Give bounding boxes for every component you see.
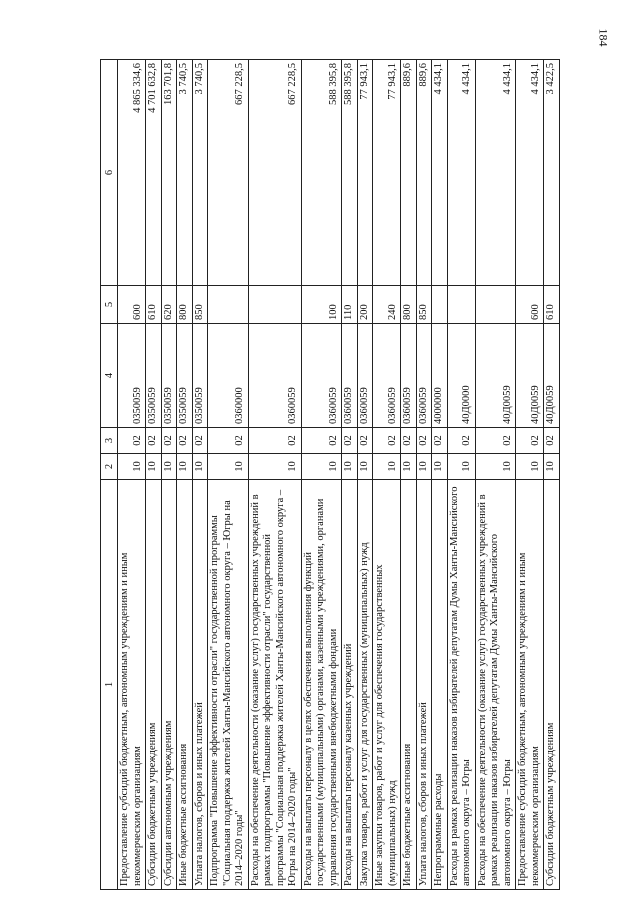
cell-csr: 0360059 — [301, 324, 342, 428]
table-row — [301, 60, 342, 890]
cell-sub: 02 — [516, 428, 544, 454]
table-row — [447, 60, 475, 890]
cell-name: Иные бюджетные ассигнования — [177, 480, 193, 890]
cell-amt: 4 434,1 — [516, 60, 544, 286]
cell-name: Расходы на выплаты персоналу в целях обеспечения выполнения функций государственными (муниципальными) органами, казенными учреждениями, органами управления государственными внебюджетными фондами — [301, 480, 342, 890]
cell-sec: 10 — [401, 454, 417, 480]
table-row — [516, 60, 544, 890]
cell-sec: 10 — [447, 454, 475, 480]
cell-name: Подпрограмма "Повышение эффективности отрасли" государственной программы "Социальная поддержка жителей Ханты-Мансийского автономного округа – Югры на 2014–2020 годы" — [208, 480, 249, 890]
col-header-2: 2 — [101, 454, 118, 480]
cell-sub: 02 — [373, 428, 401, 454]
cell-amt: 4 865 334,6 — [118, 60, 146, 286]
cell-csr: 40Д0059 — [516, 324, 544, 428]
cell-sub: 02 — [544, 428, 560, 454]
cell-sec: 10 — [161, 454, 177, 480]
cell-sub: 02 — [208, 428, 249, 454]
cell-csr: 0360059 — [401, 324, 417, 428]
cell-sub: 02 — [248, 428, 301, 454]
cell-csr: 0360059 — [248, 324, 301, 428]
table-row — [161, 60, 177, 890]
cell-name: Субсидии бюджетным учреждениям — [146, 480, 162, 890]
cell-amt: 4 434,1 — [432, 60, 448, 286]
cell-sec: 10 — [301, 454, 342, 480]
cell-name: Уплата налогов, сборов и иных платежей — [416, 480, 432, 890]
cell-csr: 40Д0059 — [475, 324, 516, 428]
cell-sub: 02 — [416, 428, 432, 454]
cell-amt: 3 740,5 — [177, 60, 193, 286]
cell-sub: 02 — [342, 428, 358, 454]
table-row — [432, 60, 448, 890]
cell-sec: 10 — [342, 454, 358, 480]
cell-sub: 02 — [432, 428, 448, 454]
rotated-page — [100, 60, 600, 890]
cell-sec: 10 — [208, 454, 249, 480]
table-row — [177, 60, 193, 890]
cell-amt: 889,6 — [401, 60, 417, 286]
cell-sec: 10 — [146, 454, 162, 480]
cell-csr: 0360059 — [357, 324, 373, 428]
cell-sub: 02 — [301, 428, 342, 454]
table-row — [248, 60, 301, 890]
cell-name: Иные закупки товаров, работ и услуг для обеспечения государственных (муниципальных) нужд — [373, 480, 401, 890]
table-row — [544, 60, 560, 890]
table-row — [373, 60, 401, 890]
table-row — [401, 60, 417, 890]
cell-csr: 0360000 — [208, 324, 249, 428]
cell-sec: 10 — [248, 454, 301, 480]
cell-amt: 77 943,1 — [357, 60, 373, 286]
cell-vr: 600 — [118, 286, 146, 324]
cell-name: Расходы в рамках реализации наказов избирателей депутатам Думы Ханты-Мансийского автономного округа – Югры — [447, 480, 475, 890]
cell-sec: 10 — [373, 454, 401, 480]
cell-vr: 110 — [342, 286, 358, 324]
cell-amt: 3 740,5 — [192, 60, 208, 286]
cell-sec: 10 — [192, 454, 208, 480]
cell-vr — [208, 286, 249, 324]
cell-name: Непрограммные расходы — [432, 480, 448, 890]
cell-name: Расходы на выплаты персоналу казенных учреждений — [342, 480, 358, 890]
cell-sub: 02 — [357, 428, 373, 454]
cell-csr: 40Д0000 — [447, 324, 475, 428]
cell-name: Предоставление субсидий бюджетным, автономным учреждениям и иным некоммерческим организациям — [118, 480, 146, 890]
cell-name: Уплата налогов, сборов и иных платежей — [192, 480, 208, 890]
table-row — [192, 60, 208, 890]
table-row — [342, 60, 358, 890]
cell-amt: 667 228,5 — [248, 60, 301, 286]
cell-vr — [475, 286, 516, 324]
cell-csr: 0350059 — [146, 324, 162, 428]
cell-sub: 02 — [401, 428, 417, 454]
cell-amt: 889,6 — [416, 60, 432, 286]
cell-csr: 0350059 — [177, 324, 193, 428]
col-header-6: 6 — [101, 60, 118, 286]
table-row — [118, 60, 146, 890]
cell-amt: 3 422,5 — [544, 60, 560, 286]
col-header-3: 3 — [101, 428, 118, 454]
cell-vr: 200 — [357, 286, 373, 324]
cell-csr: 0350059 — [118, 324, 146, 428]
cell-vr: 610 — [146, 286, 162, 324]
cell-vr — [432, 286, 448, 324]
table-row — [146, 60, 162, 890]
table-row — [475, 60, 516, 890]
cell-amt: 77 943,1 — [373, 60, 401, 286]
cell-csr: 0360059 — [373, 324, 401, 428]
cell-amt: 163 701,8 — [161, 60, 177, 286]
cell-csr: 4000000 — [432, 324, 448, 428]
cell-name: Иные бюджетные ассигнования — [401, 480, 417, 890]
cell-name: Расходы на обеспечение деятельности (оказание услуг) государственных учреждений в рамках реализации наказов избирателей депутатам Думы Ханты-Мансийского автономного округа – Югры — [475, 480, 516, 890]
cell-vr: 240 — [373, 286, 401, 324]
cell-csr: 0350059 — [192, 324, 208, 428]
cell-name: Закупка товаров, работ и услуг для государственных (муниципальных) нужд — [357, 480, 373, 890]
table-row — [416, 60, 432, 890]
cell-vr — [248, 286, 301, 324]
col-header-4: 4 — [101, 324, 118, 428]
cell-sec: 10 — [544, 454, 560, 480]
cell-name: Субсидии бюджетным учреждениям — [544, 480, 560, 890]
cell-sec: 10 — [475, 454, 516, 480]
cell-sub: 02 — [447, 428, 475, 454]
cell-amt: 4 434,1 — [447, 60, 475, 286]
cell-vr: 850 — [192, 286, 208, 324]
table-body — [118, 60, 560, 890]
cell-sec: 10 — [432, 454, 448, 480]
col-header-1: 1 — [101, 480, 118, 890]
cell-amt: 4 701 632,8 — [146, 60, 162, 286]
cell-csr: 0350059 — [161, 324, 177, 428]
table-row — [208, 60, 249, 890]
cell-name: Предоставление субсидий бюджетным, автономным учреждениям и иным некоммерческим организациям — [516, 480, 544, 890]
cell-sub: 02 — [192, 428, 208, 454]
cell-vr: 620 — [161, 286, 177, 324]
table-row — [357, 60, 373, 890]
cell-vr: 850 — [416, 286, 432, 324]
cell-name: Субсидии автономным учреждениям — [161, 480, 177, 890]
cell-amt: 4 434,1 — [475, 60, 516, 286]
cell-vr — [447, 286, 475, 324]
budget-table — [100, 59, 560, 890]
cell-amt: 667 228,5 — [208, 60, 249, 286]
cell-csr: 40Д0059 — [544, 324, 560, 428]
cell-sec: 10 — [177, 454, 193, 480]
cell-sub: 02 — [161, 428, 177, 454]
cell-csr: 0360059 — [416, 324, 432, 428]
cell-csr: 0360059 — [342, 324, 358, 428]
cell-sec: 10 — [516, 454, 544, 480]
page-number: 184 — [596, 28, 611, 47]
cell-name: Расходы на обеспечение деятельности (оказание услуг) государственных учреждений в рамках подпрограммы "Повышение эффективности отрасли" государственной программы "Социальная поддержка жителей Ханты-Мансийского автономного округа – Югры на 2014–2020 годы" — [248, 480, 301, 890]
cell-vr: 600 — [516, 286, 544, 324]
cell-sec: 10 — [416, 454, 432, 480]
cell-sec: 10 — [357, 454, 373, 480]
cell-amt: 588 395,8 — [301, 60, 342, 286]
cell-amt: 588 395,8 — [342, 60, 358, 286]
col-header-5: 5 — [101, 286, 118, 324]
cell-sub: 02 — [475, 428, 516, 454]
cell-sec: 10 — [118, 454, 146, 480]
cell-vr: 610 — [544, 286, 560, 324]
cell-sub: 02 — [177, 428, 193, 454]
cell-vr: 100 — [301, 286, 342, 324]
cell-sub: 02 — [146, 428, 162, 454]
cell-vr: 800 — [401, 286, 417, 324]
header-row — [101, 60, 118, 890]
cell-vr: 800 — [177, 286, 193, 324]
cell-sub: 02 — [118, 428, 146, 454]
